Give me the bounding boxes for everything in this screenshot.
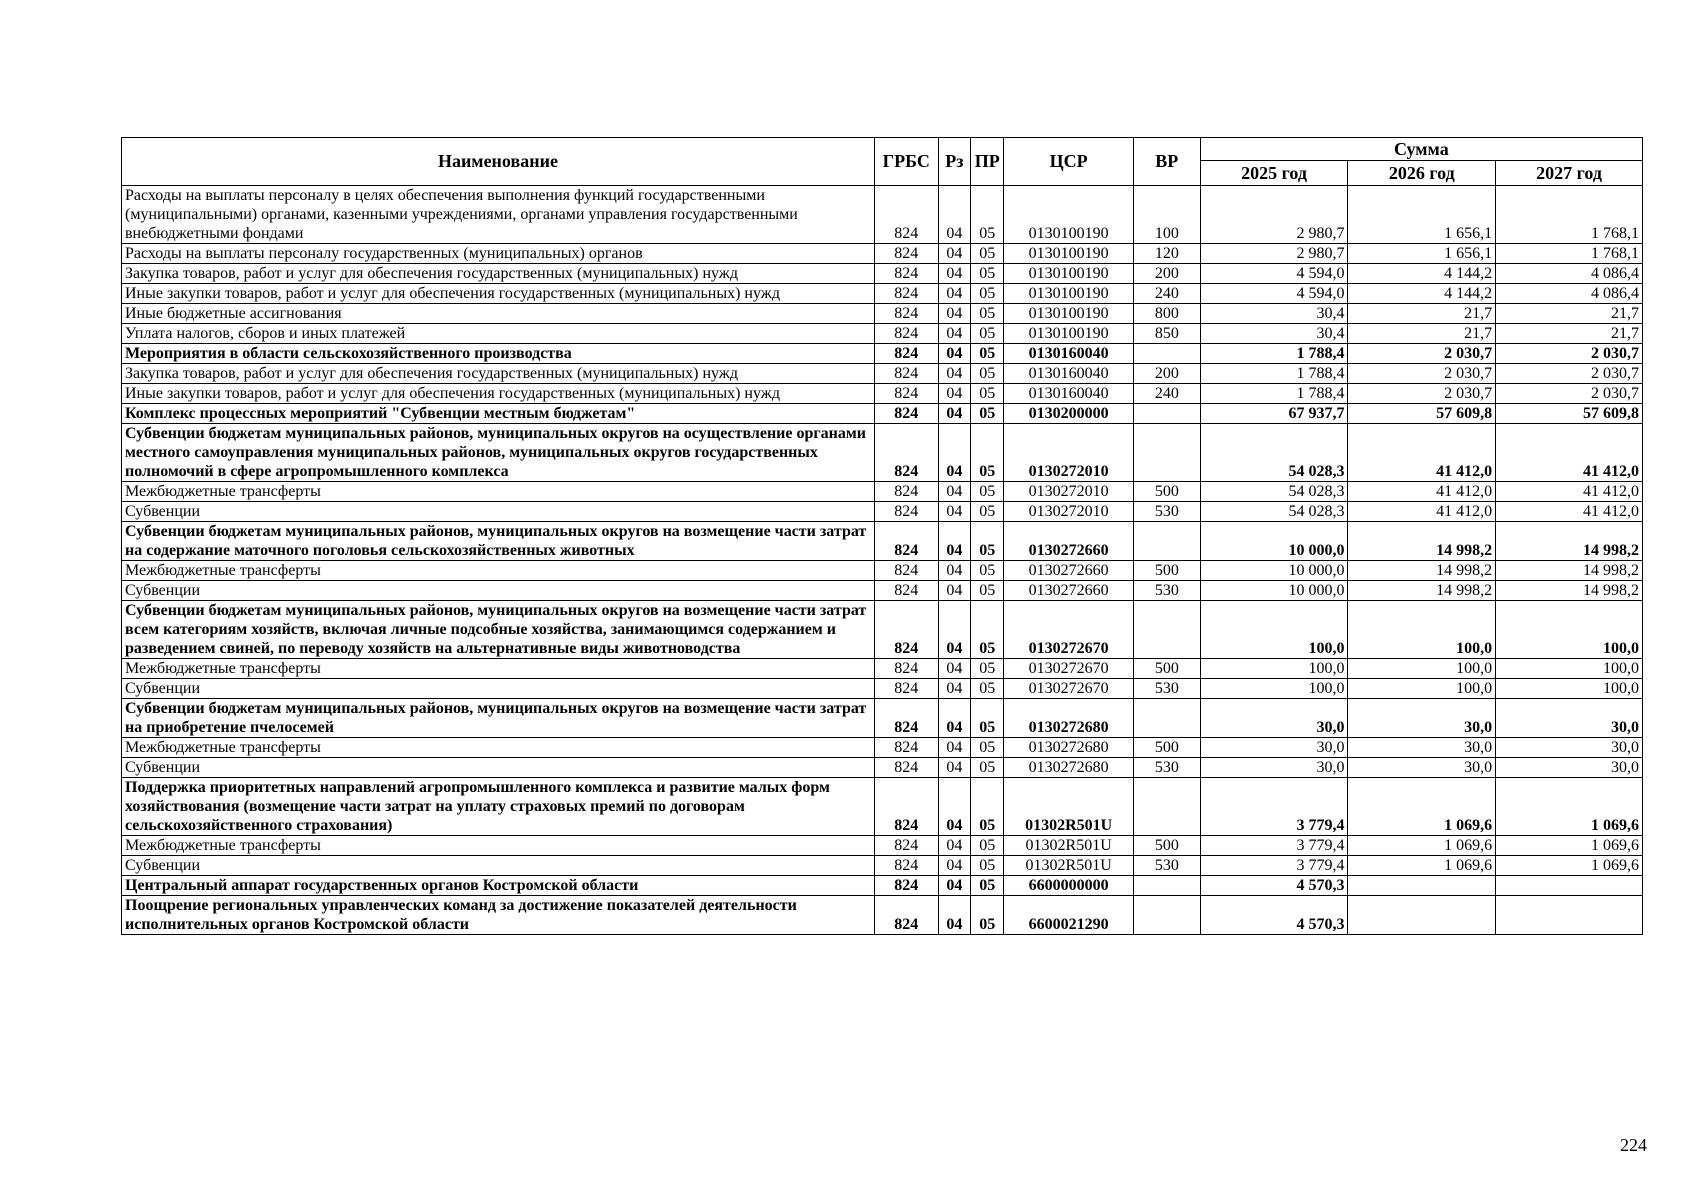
cell-grbs: 824: [874, 738, 938, 758]
cell-rz: 04: [938, 836, 970, 856]
cell-2026: [1348, 896, 1496, 935]
cell-2027: 100,0: [1496, 659, 1643, 679]
cell-pr: 05: [971, 186, 1004, 244]
table-row: [122, 384, 1643, 404]
cell-pr: 05: [971, 404, 1004, 424]
cell-rz: 04: [938, 344, 970, 364]
header-year-2025: 2025 год: [1200, 161, 1348, 186]
cell-grbs: 824: [874, 304, 938, 324]
cell-vr: [1133, 699, 1200, 738]
cell-name: Субвенции: [122, 679, 875, 699]
cell-pr: 05: [971, 679, 1004, 699]
cell-rz: 04: [938, 244, 970, 264]
table-row: [122, 699, 1643, 738]
cell-2027: 1 768,1: [1496, 244, 1643, 264]
cell-vr: 850: [1133, 324, 1200, 344]
cell-2025: 1 788,4: [1200, 364, 1348, 384]
cell-name: Субвенции бюджетам муниципальных районов, муниципальных округов на возмещение части затрат на приобретение пчелосемей: [122, 699, 875, 738]
cell-2026: 1 656,1: [1348, 186, 1496, 244]
table-row: [122, 896, 1643, 935]
cell-pr: 05: [971, 699, 1004, 738]
cell-2027: 2 030,7: [1496, 364, 1643, 384]
cell-2026: 100,0: [1348, 601, 1496, 659]
cell-2025: 10 000,0: [1200, 522, 1348, 561]
cell-rz: 04: [938, 404, 970, 424]
cell-2026: 2 030,7: [1348, 384, 1496, 404]
cell-name: Межбюджетные трансферты: [122, 659, 875, 679]
cell-2025: 3 779,4: [1200, 778, 1348, 836]
cell-name: Поощрение региональных управленческих команд за достижение показателей деятельности исполнительных органов Костромской области: [122, 896, 875, 935]
cell-vr: 240: [1133, 284, 1200, 304]
cell-grbs: 824: [874, 244, 938, 264]
cell-2027: 41 412,0: [1496, 502, 1643, 522]
cell-2026: 1 069,6: [1348, 856, 1496, 876]
table-row: [122, 738, 1643, 758]
cell-pr: 05: [971, 482, 1004, 502]
cell-2025: 54 028,3: [1200, 424, 1348, 482]
cell-2025: 30,0: [1200, 758, 1348, 778]
table-row: [122, 758, 1643, 778]
cell-grbs: 824: [874, 404, 938, 424]
cell-pr: 05: [971, 384, 1004, 404]
cell-grbs: 824: [874, 758, 938, 778]
cell-2026: 1 069,6: [1348, 778, 1496, 836]
cell-pr: 05: [971, 778, 1004, 836]
cell-name: Расходы на выплаты персоналу в целях обеспечения выполнения функций государственными (муниципальными) органами, казенными учреждениями, органами управления государственными внебюджетными фондами: [122, 186, 875, 244]
cell-rz: 04: [938, 896, 970, 935]
table-row: [122, 679, 1643, 699]
cell-name: Субвенции: [122, 856, 875, 876]
cell-csr: 0130272670: [1004, 659, 1134, 679]
cell-2027: 1 069,6: [1496, 778, 1643, 836]
table-row: [122, 876, 1643, 896]
cell-vr: [1133, 522, 1200, 561]
cell-vr: 500: [1133, 738, 1200, 758]
table-row: [122, 304, 1643, 324]
cell-rz: 04: [938, 304, 970, 324]
cell-2025: 100,0: [1200, 659, 1348, 679]
cell-2027: [1496, 896, 1643, 935]
cell-2026: 30,0: [1348, 699, 1496, 738]
cell-pr: 05: [971, 284, 1004, 304]
table-row: [122, 482, 1643, 502]
cell-csr: 0130272010: [1004, 424, 1134, 482]
cell-2025: 30,0: [1200, 699, 1348, 738]
cell-2026: 2 030,7: [1348, 344, 1496, 364]
cell-csr: 01302R501U: [1004, 778, 1134, 836]
cell-2027: 2 030,7: [1496, 384, 1643, 404]
cell-rz: 04: [938, 758, 970, 778]
cell-csr: 0130200000: [1004, 404, 1134, 424]
header-name: Наименование: [122, 138, 875, 186]
cell-pr: 05: [971, 856, 1004, 876]
table-row: [122, 601, 1643, 659]
cell-name: Субвенции: [122, 758, 875, 778]
cell-name: Субвенции бюджетам муниципальных районов, муниципальных округов на возмещение части затрат на содержание маточного поголовья сельскохозяйственных животных: [122, 522, 875, 561]
cell-csr: 0130272660: [1004, 581, 1134, 601]
cell-grbs: 824: [874, 601, 938, 659]
cell-vr: 530: [1133, 679, 1200, 699]
cell-grbs: 824: [874, 186, 938, 244]
cell-csr: 0130160040: [1004, 344, 1134, 364]
cell-grbs: 824: [874, 896, 938, 935]
cell-vr: 200: [1133, 364, 1200, 384]
table-body: [122, 186, 1643, 935]
cell-name: Субвенции бюджетам муниципальных районов, муниципальных округов на возмещение части затрат всем категориям хозяйств, включая личные подсобные хозяйства, занимающимся содержанием и разведением свиней, по переводу хозяйств на альтернативные виды животноводства: [122, 601, 875, 659]
cell-2026: 57 609,8: [1348, 404, 1496, 424]
cell-vr: 800: [1133, 304, 1200, 324]
cell-pr: 05: [971, 836, 1004, 856]
cell-name: Иные закупки товаров, работ и услуг для обеспечения государственных (муниципальных) нужд: [122, 284, 875, 304]
table-row: [122, 581, 1643, 601]
cell-name: Комплекс процессных мероприятий "Субвенции местным бюджетам": [122, 404, 875, 424]
cell-2027: 21,7: [1496, 324, 1643, 344]
table-row: [122, 324, 1643, 344]
cell-2026: 14 998,2: [1348, 522, 1496, 561]
cell-2025: 3 779,4: [1200, 856, 1348, 876]
cell-2025: 10 000,0: [1200, 561, 1348, 581]
cell-2025: 67 937,7: [1200, 404, 1348, 424]
cell-2027: 1 768,1: [1496, 186, 1643, 244]
cell-name: Иные бюджетные ассигнования: [122, 304, 875, 324]
cell-2026: 100,0: [1348, 659, 1496, 679]
cell-pr: 05: [971, 522, 1004, 561]
cell-csr: 6600000000: [1004, 876, 1134, 896]
cell-grbs: 824: [874, 659, 938, 679]
table-row: [122, 244, 1643, 264]
cell-2025: 4 570,3: [1200, 896, 1348, 935]
table-row: [122, 264, 1643, 284]
cell-2026: 41 412,0: [1348, 424, 1496, 482]
cell-csr: 0130272670: [1004, 601, 1134, 659]
cell-rz: 04: [938, 186, 970, 244]
cell-pr: 05: [971, 324, 1004, 344]
cell-csr: 0130272010: [1004, 502, 1134, 522]
cell-2027: 14 998,2: [1496, 522, 1643, 561]
cell-2025: 54 028,3: [1200, 502, 1348, 522]
cell-csr: 6600021290: [1004, 896, 1134, 935]
cell-pr: 05: [971, 561, 1004, 581]
cell-csr: 0130100190: [1004, 264, 1134, 284]
cell-2026: 1 656,1: [1348, 244, 1496, 264]
cell-rz: 04: [938, 738, 970, 758]
cell-csr: 01302R501U: [1004, 856, 1134, 876]
header-grbs: ГРБС: [874, 138, 938, 186]
cell-grbs: 824: [874, 836, 938, 856]
cell-csr: 0130272680: [1004, 699, 1134, 738]
cell-2027: 100,0: [1496, 679, 1643, 699]
cell-grbs: 824: [874, 324, 938, 344]
cell-2025: 3 779,4: [1200, 836, 1348, 856]
cell-grbs: 824: [874, 264, 938, 284]
table-row: [122, 344, 1643, 364]
cell-name: Уплата налогов, сборов и иных платежей: [122, 324, 875, 344]
table-row: [122, 561, 1643, 581]
cell-pr: 05: [971, 896, 1004, 935]
cell-pr: 05: [971, 264, 1004, 284]
cell-vr: 500: [1133, 561, 1200, 581]
cell-grbs: 824: [874, 699, 938, 738]
cell-name: Закупка товаров, работ и услуг для обеспечения государственных (муниципальных) нужд: [122, 264, 875, 284]
cell-grbs: 824: [874, 344, 938, 364]
cell-2025: 4 594,0: [1200, 264, 1348, 284]
cell-2027: 30,0: [1496, 758, 1643, 778]
cell-grbs: 824: [874, 876, 938, 896]
table-row: [122, 424, 1643, 482]
cell-2027: 41 412,0: [1496, 424, 1643, 482]
cell-2025: 30,0: [1200, 738, 1348, 758]
cell-name: Поддержка приоритетных направлений агропромышленного комплекса и развитие малых форм хозяйствования (возмещение части затрат на уплату страховых премий по договорам сельскохозяйственного страхования): [122, 778, 875, 836]
cell-vr: 500: [1133, 482, 1200, 502]
cell-name: Закупка товаров, работ и услуг для обеспечения государственных (муниципальных) нужд: [122, 364, 875, 384]
cell-2026: 1 069,6: [1348, 836, 1496, 856]
cell-grbs: 824: [874, 522, 938, 561]
cell-vr: [1133, 601, 1200, 659]
cell-rz: 04: [938, 601, 970, 659]
table-row: [122, 364, 1643, 384]
cell-grbs: 824: [874, 581, 938, 601]
cell-csr: 0130100190: [1004, 186, 1134, 244]
cell-grbs: 824: [874, 856, 938, 876]
cell-2027: 41 412,0: [1496, 482, 1643, 502]
cell-csr: 0130100190: [1004, 284, 1134, 304]
cell-2025: 2 980,7: [1200, 244, 1348, 264]
cell-pr: 05: [971, 502, 1004, 522]
table-row: [122, 284, 1643, 304]
cell-vr: 530: [1133, 856, 1200, 876]
cell-vr: 530: [1133, 502, 1200, 522]
cell-csr: 0130272010: [1004, 482, 1134, 502]
cell-rz: 04: [938, 264, 970, 284]
cell-2026: 100,0: [1348, 679, 1496, 699]
cell-pr: 05: [971, 304, 1004, 324]
cell-vr: [1133, 404, 1200, 424]
cell-2027: 4 086,4: [1496, 284, 1643, 304]
cell-csr: 0130272660: [1004, 561, 1134, 581]
cell-rz: 04: [938, 324, 970, 344]
header-year-2026: 2026 год: [1348, 161, 1496, 186]
cell-rz: 04: [938, 679, 970, 699]
cell-2025: 54 028,3: [1200, 482, 1348, 502]
cell-2026: 30,0: [1348, 758, 1496, 778]
cell-csr: 0130160040: [1004, 384, 1134, 404]
cell-grbs: 824: [874, 384, 938, 404]
cell-csr: 01302R501U: [1004, 836, 1134, 856]
header-pr: ПР: [971, 138, 1004, 186]
cell-rz: 04: [938, 778, 970, 836]
budget-table: [121, 137, 1643, 935]
cell-rz: 04: [938, 581, 970, 601]
page-number: 224: [1620, 1135, 1647, 1155]
header-vr: ВР: [1133, 138, 1200, 186]
cell-pr: 05: [971, 364, 1004, 384]
cell-vr: [1133, 778, 1200, 836]
cell-2027: 4 086,4: [1496, 264, 1643, 284]
cell-2025: 4 570,3: [1200, 876, 1348, 896]
cell-pr: 05: [971, 758, 1004, 778]
table-row: [122, 522, 1643, 561]
header-csr: ЦСР: [1004, 138, 1134, 186]
cell-2027: 1 069,6: [1496, 836, 1643, 856]
table-header: [122, 138, 1643, 186]
cell-name: Субвенции бюджетам муниципальных районов, муниципальных округов на осуществление органами местного самоуправления муниципальных районов, муниципальных округов государственных полномочий в сфере агропромышленного комплекса: [122, 424, 875, 482]
cell-csr: 0130100190: [1004, 244, 1134, 264]
cell-2026: 4 144,2: [1348, 284, 1496, 304]
header-year-2027: 2027 год: [1496, 161, 1643, 186]
cell-csr: 0130272670: [1004, 679, 1134, 699]
cell-vr: [1133, 876, 1200, 896]
cell-vr: [1133, 896, 1200, 935]
cell-2026: 14 998,2: [1348, 581, 1496, 601]
cell-2026: 21,7: [1348, 304, 1496, 324]
cell-2027: 21,7: [1496, 304, 1643, 324]
cell-rz: 04: [938, 876, 970, 896]
cell-vr: 530: [1133, 581, 1200, 601]
cell-csr: 0130272680: [1004, 758, 1134, 778]
cell-grbs: 824: [874, 679, 938, 699]
cell-2027: [1496, 876, 1643, 896]
cell-2026: 41 412,0: [1348, 482, 1496, 502]
cell-2027: 2 030,7: [1496, 344, 1643, 364]
cell-2026: 21,7: [1348, 324, 1496, 344]
cell-vr: 500: [1133, 836, 1200, 856]
cell-name: Иные закупки товаров, работ и услуг для обеспечения государственных (муниципальных) нужд: [122, 384, 875, 404]
cell-csr: 0130272660: [1004, 522, 1134, 561]
cell-vr: [1133, 344, 1200, 364]
cell-grbs: 824: [874, 561, 938, 581]
cell-rz: 04: [938, 384, 970, 404]
cell-2025: 1 788,4: [1200, 344, 1348, 364]
cell-vr: [1133, 424, 1200, 482]
cell-pr: 05: [971, 244, 1004, 264]
cell-rz: 04: [938, 482, 970, 502]
cell-2025: 2 980,7: [1200, 186, 1348, 244]
cell-csr: 0130160040: [1004, 364, 1134, 384]
cell-rz: 04: [938, 364, 970, 384]
cell-vr: 120: [1133, 244, 1200, 264]
cell-pr: 05: [971, 601, 1004, 659]
cell-pr: 05: [971, 344, 1004, 364]
cell-2027: 14 998,2: [1496, 581, 1643, 601]
table-row: [122, 186, 1643, 244]
cell-name: Субвенции: [122, 581, 875, 601]
cell-name: Межбюджетные трансферты: [122, 836, 875, 856]
cell-2027: 100,0: [1496, 601, 1643, 659]
cell-rz: 04: [938, 856, 970, 876]
cell-vr: 200: [1133, 264, 1200, 284]
cell-grbs: 824: [874, 482, 938, 502]
cell-2027: 57 609,8: [1496, 404, 1643, 424]
cell-grbs: 824: [874, 364, 938, 384]
cell-rz: 04: [938, 659, 970, 679]
cell-vr: 240: [1133, 384, 1200, 404]
cell-2026: 14 998,2: [1348, 561, 1496, 581]
cell-name: Расходы на выплаты персоналу государственных (муниципальных) органов: [122, 244, 875, 264]
cell-vr: 500: [1133, 659, 1200, 679]
cell-rz: 04: [938, 424, 970, 482]
header-sum: Сумма: [1200, 138, 1642, 161]
cell-rz: 04: [938, 522, 970, 561]
table-row: [122, 836, 1643, 856]
cell-2027: 14 998,2: [1496, 561, 1643, 581]
table-row: [122, 502, 1643, 522]
header-rz: Рз: [938, 138, 970, 186]
cell-pr: 05: [971, 581, 1004, 601]
cell-rz: 04: [938, 699, 970, 738]
cell-pr: 05: [971, 424, 1004, 482]
cell-csr: 0130100190: [1004, 304, 1134, 324]
cell-2027: 30,0: [1496, 738, 1643, 758]
cell-name: Межбюджетные трансферты: [122, 482, 875, 502]
cell-rz: 04: [938, 561, 970, 581]
cell-name: Межбюджетные трансферты: [122, 738, 875, 758]
cell-name: Мероприятия в области сельскохозяйственного производства: [122, 344, 875, 364]
cell-2026: [1348, 876, 1496, 896]
table-row: [122, 856, 1643, 876]
cell-2025: 100,0: [1200, 601, 1348, 659]
cell-2026: 2 030,7: [1348, 364, 1496, 384]
cell-2027: 30,0: [1496, 699, 1643, 738]
table-row: [122, 659, 1643, 679]
cell-2025: 4 594,0: [1200, 284, 1348, 304]
cell-rz: 04: [938, 284, 970, 304]
cell-vr: 100: [1133, 186, 1200, 244]
cell-2025: 30,4: [1200, 304, 1348, 324]
table-row: [122, 778, 1643, 836]
cell-csr: 0130272680: [1004, 738, 1134, 758]
cell-pr: 05: [971, 876, 1004, 896]
cell-2026: 41 412,0: [1348, 502, 1496, 522]
cell-2026: 4 144,2: [1348, 264, 1496, 284]
cell-pr: 05: [971, 738, 1004, 758]
cell-2025: 1 788,4: [1200, 384, 1348, 404]
cell-2026: 30,0: [1348, 738, 1496, 758]
cell-rz: 04: [938, 502, 970, 522]
cell-grbs: 824: [874, 778, 938, 836]
cell-2025: 100,0: [1200, 679, 1348, 699]
cell-name: Межбюджетные трансферты: [122, 561, 875, 581]
cell-2025: 30,4: [1200, 324, 1348, 344]
table-row: [122, 404, 1643, 424]
cell-csr: 0130100190: [1004, 324, 1134, 344]
cell-grbs: 824: [874, 424, 938, 482]
cell-name: Центральный аппарат государственных органов Костромской области: [122, 876, 875, 896]
cell-grbs: 824: [874, 284, 938, 304]
cell-pr: 05: [971, 659, 1004, 679]
cell-name: Субвенции: [122, 502, 875, 522]
cell-grbs: 824: [874, 502, 938, 522]
cell-2027: 1 069,6: [1496, 856, 1643, 876]
cell-2025: 10 000,0: [1200, 581, 1348, 601]
cell-vr: 530: [1133, 758, 1200, 778]
